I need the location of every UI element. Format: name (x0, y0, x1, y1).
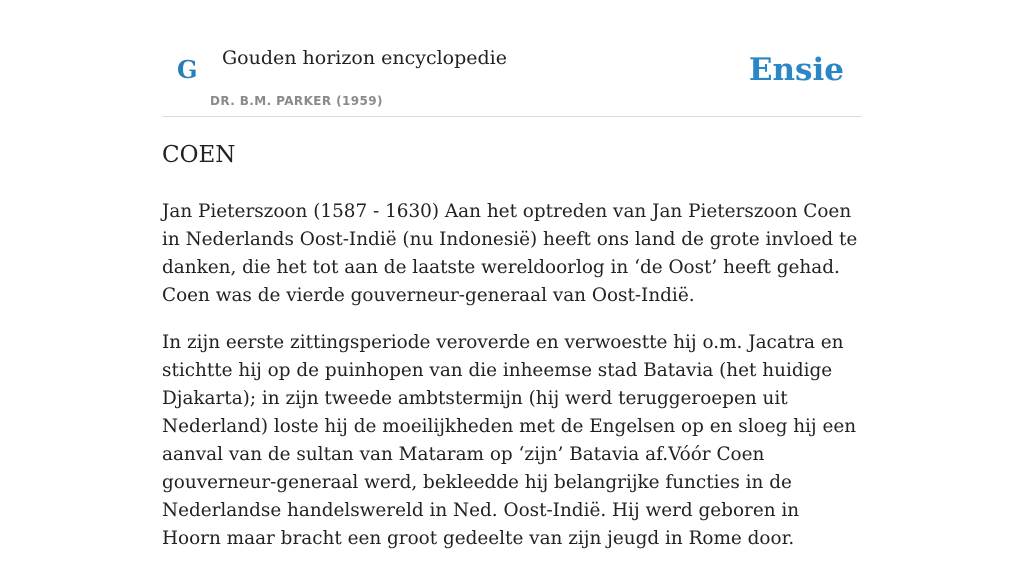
article-paragraph: In zijn eerste zittingsperiode veroverde en verwoestte hij o.m. Jacatra en stichtte hij op de puinhopen van die inheemse stad Batavia (het huidige Djakarta); in zijn tweede ambtstermijn (hij werd teruggeroepen uit Nederland) loste hij de moeilijkheden met de Engelsen op en sloeg hij een aanval van de sultan van Mataram op ‘zijn’ Batavia af.Vóór Coen gouverneur-generaal werd, bekleedde hij belangrijke functies in de Nederlandse handelswereld in Ned. Oost-Indië. Hij werd geboren in Hoorn maar bracht een groot gedeelte van zijn jeugd in Rome door. (162, 332, 857, 549)
article-paragraph: Jan Pieterszoon (1587 - 1630) Aan het optreden van Jan Pieterszoon Coen in Nederlands Oost-Indië (nu Indonesië) heeft ons land de grote invloed te danken, die het tot aan de laatste wereldoorlog in ‘de Oost’ heeft gehad. Coen was de vierde gouverneur-generaal van Oost-Indië. (162, 201, 858, 306)
page-header (162, 0, 862, 117)
book-author: DR. B.M. PARKER (1959) (210, 94, 383, 108)
ensie-brand-logo[interactable]: Ensie (748, 52, 844, 88)
entry-title: COEN (162, 142, 236, 168)
article-body (162, 138, 862, 572)
book-logo-link[interactable]: G (177, 55, 198, 84)
book-title[interactable]: Gouden horizon encyclopedie (222, 47, 507, 69)
